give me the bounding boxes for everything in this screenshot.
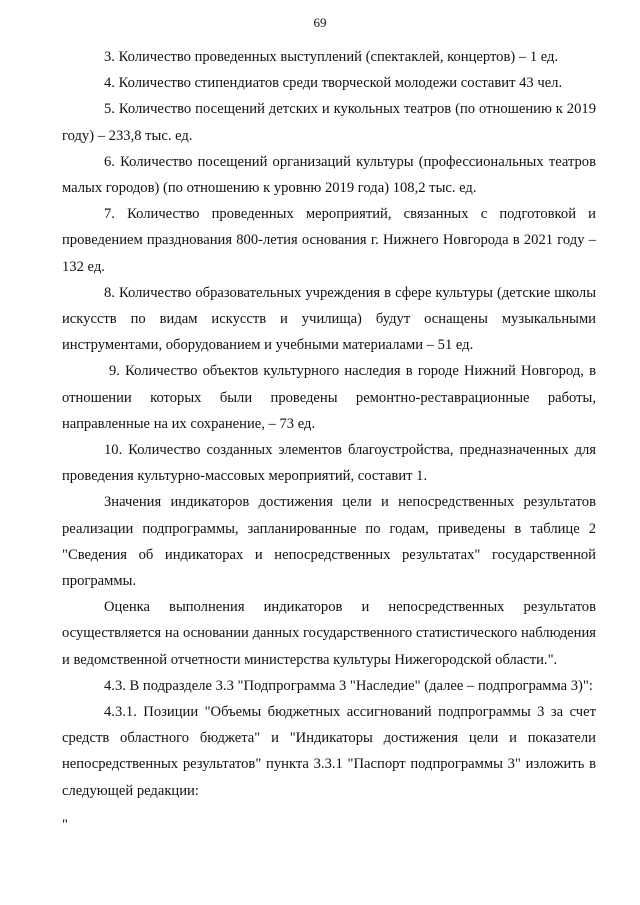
paragraph-item-4: 4. Количество стипендиатов среди творческой молодежи составит 43 чел. — [104, 75, 563, 92]
page-number: 69 — [313, 15, 327, 30]
paragraph-item-10: 10. Количество созданных элементов благоустройства, предназначенных для проведения культурно-массовых мероприятий, составит 1. — [62, 442, 596, 485]
paragraph-item-6: 6. Количество посещений организаций культуры (профессиональных театров малых городов) (по отношению к уровню 2019 года) 108,2 тыс. ед. — [62, 153, 596, 197]
paragraph-evaluation: Оценка выполнения индикаторов и непосредственных результатов осуществляется на основании данных государственного статистического наблюдения и ведомственной отчетности министерства культуры Нижегородской области.". — [62, 599, 596, 668]
paragraph-item-8: 8. Количество образовательных учреждения в сфере культуры (детские школы искусств по видам искусств и училища) будут оснащены музыкальными инструментами, оборудованием и учебными материалами – 51 ед. — [62, 284, 596, 354]
paragraph-section-4-3-1: 4.3.1. Позиции "Объемы бюджетных ассигнований подпрограммы 3 за счет средств областного бюджета" и "Индикаторы достижения цели и показатели непосредственных результатов" пункта 3.3.1 "Паспорт подпрограммы 3" изложить в следующей редакции: — [62, 704, 596, 799]
paragraph-section-4-3: 4.3. В подразделе 3.3 "Подпрограмма 3 "Наследие" (далее – подпрограмма 3)": — [104, 677, 593, 694]
document-body — [62, 44, 596, 838]
paragraph-item-9: 9. Количество объектов культурного наследия в городе Нижний Новгород, в отношении которых были проведены ремонтно-реставрационные работы, направленные на их сохранение, – 73 ед. — [62, 363, 596, 432]
paragraph-indicator-values: Значения индикаторов достижения цели и непосредственных результатов реализации подпрограммы, запланированные по годам, приведены в таблице 2 "Сведения об индикаторах и непосредственных результатах" государственной программы. — [62, 494, 596, 590]
paragraph-item-5: 5. Количество посещений детских и кукольных театров (по отношению к 2019 году) – 233,8 тыс. ед. — [62, 101, 596, 144]
paragraph-item-3: 3. Количество проведенных выступлений (спектаклей, концертов) – 1 ед. — [104, 49, 559, 65]
paragraph-item-7: 7. Количество проведенных мероприятий, связанных с подготовкой и проведением празднования 800-летия основания г. Нижнего Новгорода в 2021 году – 132 ед. — [62, 206, 596, 275]
closing-quote-mark: " — [62, 816, 68, 833]
